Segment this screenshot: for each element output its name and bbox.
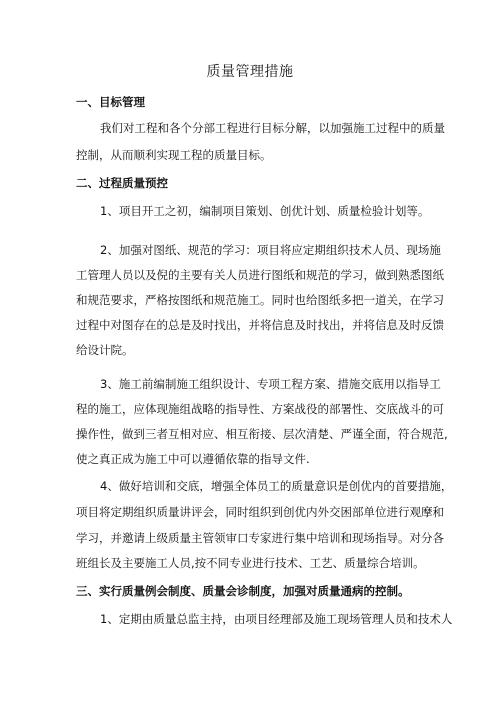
paragraph-line: 工管理人员以及倪的主要有关人员进行图纸和规范的学习，做到熟悉图纸 (76, 268, 444, 282)
paragraph-line: 班组长及主要施工人员,按不同专业进行技术、工艺、质量综合培训。 (76, 556, 425, 570)
paragraph-line: 操作性，做到三者互相对应、相互衔接、层次清楚、严谨全面，符合规范, (76, 427, 448, 441)
paragraph-line: 程的施工，应体现施组战略的指导性、方案战役的部署性、交底战斗的可 (76, 402, 444, 416)
paragraph-line: 项目将定期组织质量讲评会，同时组织到创优内外交困部单位进行观摩和 (76, 505, 444, 519)
paragraph-line: 我们对工程和各个分部工程进行目标分解，以加强施工过程中的质量 (100, 121, 445, 135)
paragraph-line: 给设计院。 (76, 343, 134, 357)
paragraph-line: 学习，并邀请上级质量主管领审口专家进行集中培训和现场指导。对分各 (76, 531, 444, 545)
document-title: 质量管理措施 (206, 64, 294, 80)
paragraph-line: 控制，从而顺利实现工程的质量目标。 (76, 148, 272, 162)
paragraph-line: 和规范要求，严格按图纸和规范施工。同时也给图纸多把一道关，在学习 (76, 293, 444, 307)
paragraph-line: 使之真正成为施工中可以遵循依靠的指导文件. (76, 452, 310, 466)
section-heading-goal-management: 一、目标管理 (76, 95, 145, 109)
section-heading-quality-meeting-system: 三、实行质量例会制度、质量会诊制度，加强对质量通病的控制。 (76, 584, 410, 598)
paragraph-line: 1、定期由质量总监主持，由项目经理部及施工现场管理人员和技术人 (100, 612, 453, 626)
paragraph-line: 1、项目开工之初，编制项目策划、创优计划、质量检验计划等。 (100, 204, 430, 218)
paragraph-line: 2、加强对图纸、规范的学习：项目将应定期组织技术人员、现场施 (100, 243, 441, 257)
paragraph-line: 过程中对图存在的总是及时找出，并将信息及时找出，并将信息及时反馈 (76, 318, 444, 332)
paragraph-line: 3、施工前编制施工组织设计、专项工程方案、措施交底用以指导工 (100, 377, 441, 391)
section-heading-process-quality-control: 二、过程质量预控 (76, 176, 168, 190)
paragraph-line: 4、做好培训和交底，增强全体员工的质量意识是创优内的首要措施， (100, 479, 453, 493)
